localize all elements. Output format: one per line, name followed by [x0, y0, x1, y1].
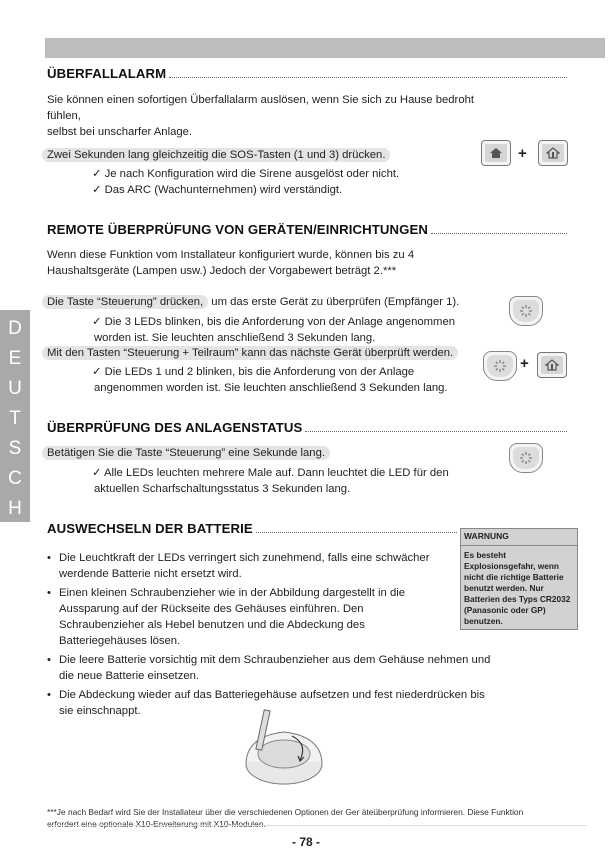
list-item-line: Einen kleinen Schraubenzieher wie in der Abbildung dargestellt in die: [59, 587, 406, 599]
battery-steps-list: [47, 550, 429, 582]
highlighted-instruction: Die Taste “Steuerung” drücken,: [42, 295, 208, 309]
warning-line: Es besteht: [464, 550, 506, 560]
instruction-line: [47, 345, 458, 361]
house-partial-icon: [545, 359, 559, 371]
highlighted-instruction: Mit den Tasten “Steuerung + Teilraum” kann das nächste Gerät überprüft werden.: [42, 346, 458, 360]
paragraph-line: Sie können einen sofortigen Überfallalarm auslösen, wenn Sie sich zu Hause bedroht: [47, 94, 475, 106]
language-tab-letter: S: [8, 438, 22, 459]
checkmark-line: angenommen worden ist. Sie leuchten anschließend 3 Sekunden lang.: [94, 382, 448, 394]
sos-key-3: [538, 140, 568, 166]
warning-title: WARNUNG: [461, 531, 577, 546]
highlighted-instruction: Zwei Sekunden lang gleichzeitig die SOS-Tasten (1 und 3) drücken.: [42, 148, 390, 162]
language-tab-letter: D: [8, 318, 22, 339]
checkmark-line: aktuellen Scharfschaltungsstatus 3 Sekunden lang.: [94, 483, 351, 495]
partial-key: [537, 352, 567, 378]
section-heading-remote-check: [47, 222, 567, 237]
warning-line: Explosionsgefahr, wenn: [464, 561, 559, 571]
footer-divider: [47, 825, 587, 826]
instruction-line: [47, 147, 390, 163]
language-tab-letter: H: [8, 498, 22, 519]
list-item-line: werdende Batterie nicht ersetzt wird.: [59, 568, 242, 580]
battery-replacement-illustration: [236, 706, 328, 788]
list-item: [47, 550, 429, 582]
warning-line: benutzen.: [464, 616, 503, 626]
section-heading-text: REMOTE ÜBERPRÜFUNG VON GERÄTEN/EINRICHTUNGEN: [47, 222, 428, 237]
battery-steps-list: [47, 585, 405, 649]
list-item-line: die neue Batterie einsetzen.: [59, 670, 200, 682]
checkmark-line: worden ist. Sie leuchten anschließend 3 Sekunden lang.: [94, 332, 376, 344]
list-item-line: Die Leuchtkraft der LEDs verringert sich zunehmend, falls eine schwächer: [59, 552, 430, 564]
warning-line: benutzt werden. Nur: [464, 583, 544, 593]
paragraph-line: fühlen,: [47, 110, 81, 122]
list-item-line: Die Abdeckung wieder auf das Batteriegehäuse aufsetzen und fest niederdrücken bis: [59, 689, 485, 701]
warning-line: Batterien des Typs CR2032: [464, 594, 571, 604]
plus-sign: +: [520, 355, 529, 372]
section-heading-panic-alarm: [47, 66, 567, 81]
control-sun-icon: [493, 359, 507, 373]
house-icon: [489, 147, 503, 159]
checkmark-line: ✓ Je nach Konfiguration wird die Sirene ausgelöst oder nicht.: [92, 168, 400, 180]
paragraph-line: Wenn diese Funktion vom Installateur konfiguriert wurde, können bis zu 4: [47, 249, 415, 261]
instruction-line: [47, 294, 459, 310]
checkmark-line: ✓ Die 3 LEDs blinken, bis die Anforderung von der Anlage angenommen: [92, 316, 456, 328]
footnote: [47, 806, 567, 830]
checkmark-line: ✓ Das ARC (Wachunternehmen) wird verständigt.: [92, 184, 343, 196]
battery-steps-list: [47, 652, 490, 684]
checkmark-line: ✓ Die LEDs 1 und 2 blinken, bis die Anforderung von der Anlage: [92, 366, 415, 378]
language-tab-letter: E: [8, 348, 22, 369]
warning-line: (Panasonic oder GP): [464, 605, 546, 615]
warning-box: [460, 528, 578, 630]
checkmark-line: ✓ Alle LEDs leuchten mehrere Male auf. Dann leuchtet die LED für den: [92, 467, 449, 479]
instruction-line: [47, 445, 330, 461]
highlighted-instruction: Betätigen Sie die Taste “Steuerung” eine Sekunde lang.: [42, 446, 330, 460]
list-item: [47, 585, 405, 649]
sos-key-1: [481, 140, 511, 166]
warning-line: nicht die richtige Batterie: [464, 572, 564, 582]
language-tab-letter: U: [8, 378, 22, 399]
language-tab-letter: T: [9, 408, 21, 429]
paragraph-line: selbst bei unscharfer Anlage.: [47, 126, 193, 138]
page-number: - 78 -: [291, 835, 320, 849]
language-tab-letter: C: [8, 468, 22, 489]
section-heading-system-status: [47, 420, 567, 435]
section-heading-text: ÜBERPRÜFUNG DES ANLAGENSTATUS: [47, 420, 303, 435]
list-item-line: Aussparung auf der Rückseite des Gehäuses einführen. Den: [59, 603, 364, 615]
footnote-line: ***Je nach Bedarf wird Sie der Installateur über die verschiedenen Optionen der Ger äteüberprüfung informieren. Diese Funktion: [47, 807, 524, 817]
control-key: [509, 443, 543, 473]
list-item-line: sie einschnappt.: [59, 705, 141, 717]
header-bar: [45, 38, 605, 58]
footnote-line: erfordert eine optionale X10-Erweiterung mit X10-Modulen.: [47, 819, 266, 829]
control-sun-icon: [519, 451, 533, 465]
control-sun-icon: [519, 304, 533, 318]
list-item-line: Batteriegehäuses lösen.: [59, 635, 181, 647]
plus-sign: +: [518, 145, 527, 162]
house-partial-icon: [546, 147, 560, 159]
list-item: [47, 652, 490, 684]
section-heading-text: ÜBERFALLALARM: [47, 66, 167, 81]
instruction-continuation: um das erste Gerät zu überprüfen (Empfänger 1).: [208, 296, 460, 308]
control-key: [483, 351, 517, 381]
paragraph-line: Haushaltsgeräte (Lampen usw.) Jedoch der Vorgabewert beträgt 2.***: [47, 265, 397, 277]
section-heading-text: AUSWECHSELN DER BATTERIE: [47, 521, 253, 536]
list-item-line: Die leere Batterie vorsichtig mit dem Schraubenzieher aus dem Gehäuse nehmen und: [59, 654, 491, 666]
list-item-line: Schraubenzieher als Hebel benutzen und die Abdeckung des: [59, 619, 365, 631]
control-key: [509, 296, 543, 326]
section-heading-battery: [47, 521, 457, 536]
